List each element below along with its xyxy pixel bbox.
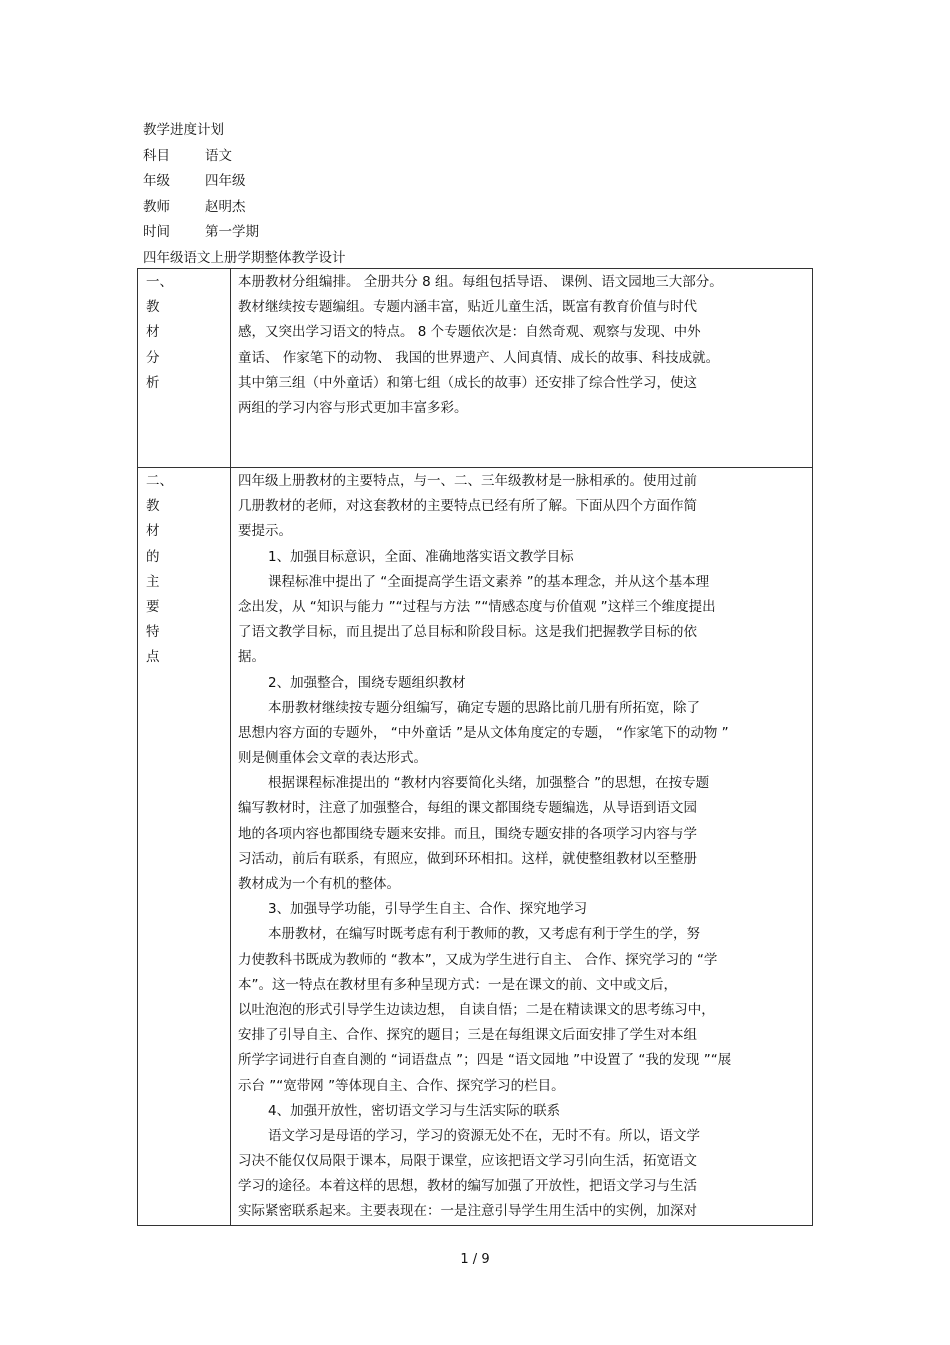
content-line: 实际紧密联系起来。主要表现在：一是注意引导学生用生活中的实例，加深对 xyxy=(238,1203,697,1220)
heading-char: 点 xyxy=(146,649,160,666)
table-row xyxy=(138,269,813,468)
content-line: 教材成为一个有机的整体。 xyxy=(238,876,400,892)
content-line: 本册教材分组编排。 全册共分 8 组。每组包括导语、 课例、语文园地三大部分。 xyxy=(238,274,723,290)
section-heading-cell xyxy=(138,468,231,1226)
content-line: 2、加强整合，围绕专题组织教材 xyxy=(268,674,466,691)
content-line: 童话、 作家笔下的动物、 我国的世界遗产、人间真情、成长的故事、科技成就。 xyxy=(238,349,720,366)
heading-char: 要 xyxy=(146,598,160,615)
content-line: 所学字词进行自查自测的 “词语盘点 ”；四是 “语文园地 ”中设置了 “我的发现 ”“展 xyxy=(238,1052,732,1069)
field-value: 赵明杰 xyxy=(205,198,246,215)
field-label: 年级 xyxy=(143,173,170,190)
heading-char: 材 xyxy=(146,324,160,341)
section-content-cell xyxy=(231,468,813,1226)
heading-char: 的 xyxy=(146,548,160,565)
content-line: 则是侧重体会文章的表达形式。 xyxy=(238,750,427,767)
content-line: 1、加强目标意识，全面、准确地落实语文教学目标 xyxy=(268,548,574,565)
heading-char: 教 xyxy=(146,299,160,316)
heading-char: 特 xyxy=(146,624,160,641)
field-term xyxy=(143,220,346,246)
field-value: 四年级 xyxy=(205,173,246,190)
section-heading-cell xyxy=(138,269,231,468)
content-line: 两组的学习内容与形式更加丰富多彩。 xyxy=(238,399,468,416)
document-header xyxy=(143,118,346,272)
content-line: 了语文教学目标，而且提出了总目标和阶段目标。这是我们把握教学目标的依 xyxy=(238,624,697,641)
field-label: 时间 xyxy=(143,224,170,241)
content-line: 据。 xyxy=(238,649,265,666)
heading-char: 一、 xyxy=(146,274,173,290)
content-line: 地的各项内容也都围绕专题来安排。而且，围绕专题安排的各项学习内容与学 xyxy=(238,825,697,842)
content-line: 本册教材，在编写时既考虑有利于教师的教，又考虑有利于学生的学，努 xyxy=(268,926,700,943)
content-line: 课程标准中提出了 “全面提高学生语文素养 ”的基本理念，并从这个基本理 xyxy=(268,573,710,590)
field-value: 语文 xyxy=(205,147,232,164)
section-content-cell xyxy=(231,269,813,468)
content-line: 本册教材继续按专题分组编写，确定专题的思路比前几册有所拓宽，除了 xyxy=(268,699,700,716)
content-line: 习决不能仅仅局限于课本，局限于课堂，应该把语文学习引向生活，拓宽语文 xyxy=(238,1153,697,1170)
heading-char: 材 xyxy=(146,523,160,540)
content-line: 3、加强导学功能，引导学生自主、合作、探究地学习 xyxy=(268,901,588,918)
content-line: 感，又突出学习语文的特点。 8 个专题依次是：自然奇观、观察与发现、中外 xyxy=(238,324,701,341)
doc-subtitle: 四年级语文上册学期整体教学设计 xyxy=(143,249,346,266)
content-line: 要提示。 xyxy=(238,523,292,540)
content-line: 学习的途径。本着这样的思想，教材的编写加强了开放性，把语文学习与生活 xyxy=(238,1178,697,1195)
content-line: 教材继续按专题编组。专题内涵丰富，贴近儿童生活，既富有教育价值与时代 xyxy=(238,299,697,316)
content-line: 安排了引导自主、合作、探究的题目；三是在每组课文后面安排了学生对本组 xyxy=(238,1027,697,1044)
content-line: 编写教材时，注意了加强整合，每组的课文都围绕专题编选，从导语到语文园 xyxy=(238,800,697,817)
content-line: 以吐泡泡的形式引导学生边读边想， 自读自悟；二是在精读课文的思考练习中， xyxy=(238,1001,715,1018)
doc-title: 教学进度计划 xyxy=(143,122,224,138)
heading-char: 析 xyxy=(146,374,160,391)
content-line: 4、加强开放性，密切语文学习与生活实际的联系 xyxy=(268,1102,561,1119)
heading-char: 主 xyxy=(146,573,160,590)
content-line: 几册教材的老师，对这套教材的主要特点已经有所了解。下面从四个方面作简 xyxy=(238,498,697,515)
field-value: 第一学期 xyxy=(205,224,259,241)
content-line: 语文学习是母语的学习，学习的资源无处不在，无时不有。所以，语文学 xyxy=(268,1127,700,1144)
content-line: 思想内容方面的专题外， “中外童话 ”是从文体角度定的专题， “作家笔下的动物 ” xyxy=(238,724,729,741)
field-subject xyxy=(143,144,346,170)
field-label: 教师 xyxy=(143,198,170,215)
field-teacher xyxy=(143,195,346,221)
content-line: 四年级上册教材的主要特点，与一、二、三年级教材是一脉相承的。使用过前 xyxy=(238,473,697,489)
field-label: 科目 xyxy=(143,147,170,164)
content-line: 念出发，从 “知识与能力 ”“过程与方法 ”“情感态度与价值观 ”这样三个维度提出 xyxy=(238,598,716,615)
content-line: 其中第三组（中外童话）和第七组（成长的故事）还安排了综合性学习，使这 xyxy=(238,374,697,391)
plan-table xyxy=(137,268,813,1226)
field-grade xyxy=(143,169,346,195)
content-line: 习活动，前后有联系，有照应，做到环环相扣。这样，就使整组教材以至整册 xyxy=(238,850,697,867)
page-number: 1 / 9 xyxy=(460,1252,490,1267)
content-line: 根据课程标准提出的 “教材内容要简化头绪，加强整合 ”的思想，在按专题 xyxy=(268,775,710,792)
content-line: 示台 ”“宽带网 ”等体现自主、合作、探究学习的栏目。 xyxy=(238,1077,565,1094)
heading-char: 教 xyxy=(146,498,160,515)
table-row xyxy=(138,468,813,1226)
content-line: 本”。这一特点在教材里有多种呈现方式：一是在课文的前、文中或文后， xyxy=(238,976,677,993)
heading-char: 二、 xyxy=(146,473,173,489)
heading-char: 分 xyxy=(146,349,160,366)
content-line: 力使教科书既成为教师的 “教本”，又成为学生进行自主、 合作、探究学习的 “学 xyxy=(238,951,718,968)
